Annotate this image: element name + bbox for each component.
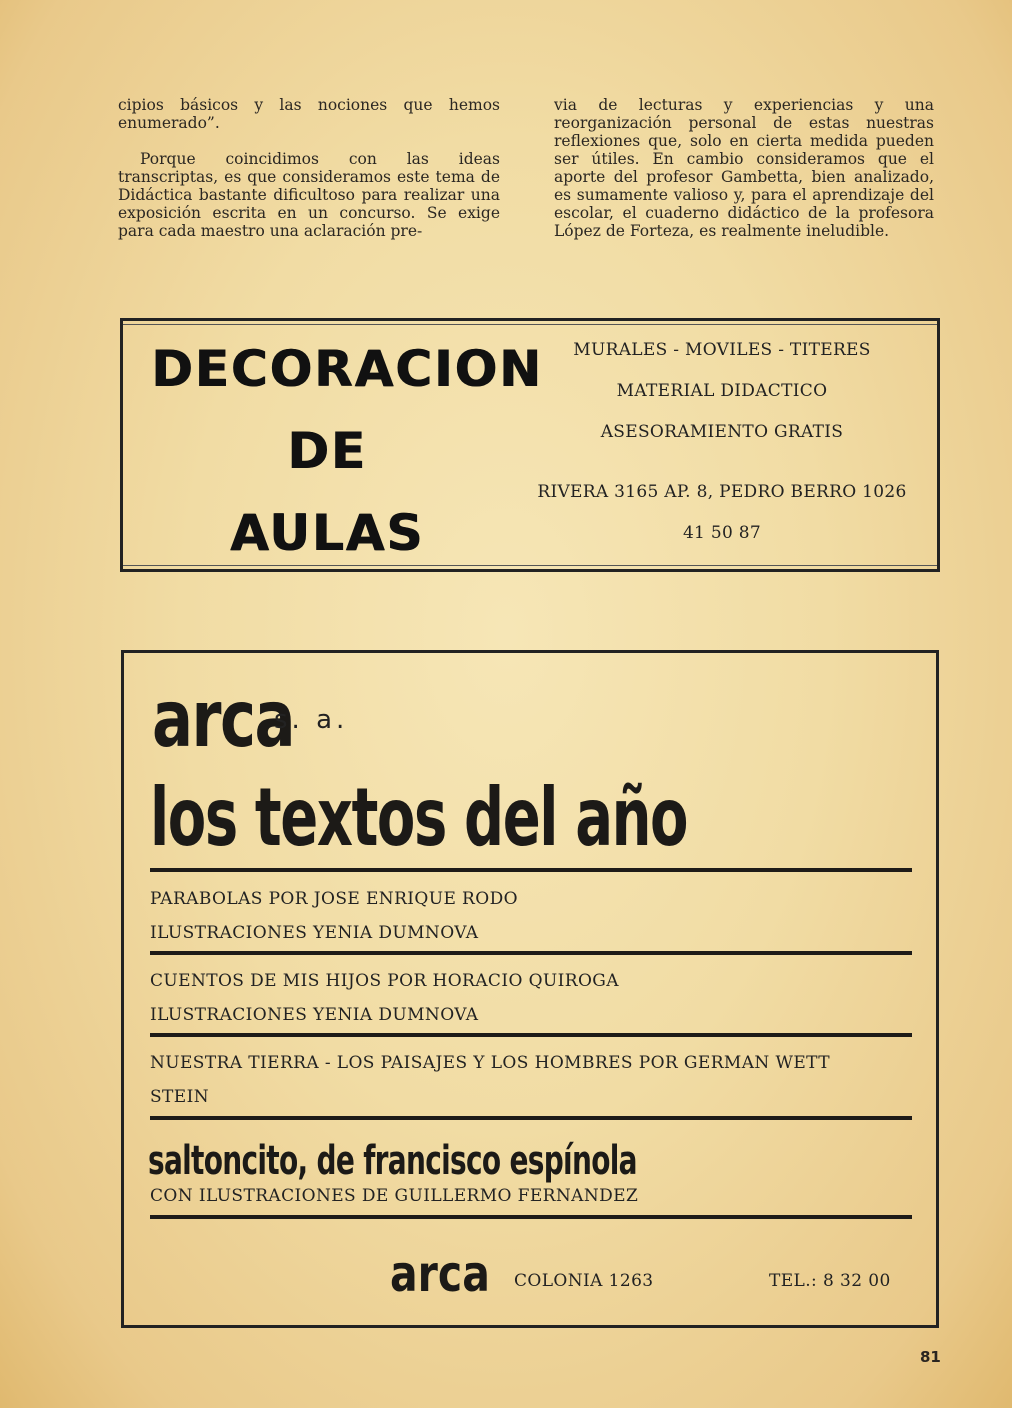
arca-logo: arca [152,675,294,765]
ad-title-line-3: AULAS [229,504,425,562]
article-paragraph: via de lecturas y experiencias y una reorganización personal de estas nuestras reflexiones que, solo en cierta medida pueden ser útiles. En cambio consideramos que el aporte del profesor Gambetta, bien analizado, es sumamente valioso y, para el aprendizaje del escolar, el cuaderno didáctico de la profesora López de Forteza, es realmente ineludible. [554,96,934,240]
ad-border-rule [123,324,937,325]
arca-phone: TEL.: 8 32 00 [769,1271,891,1291]
ad-title-line-1: DECORACION [151,340,543,398]
book-3-title: NUESTRA TIERRA - LOS PAISAJES Y LOS HOMBRES POR GERMAN WETT [150,1053,830,1073]
book-4-credit: CON ILUSTRACIONES DE GUILLERMO FERNANDEZ [150,1186,639,1206]
article-paragraph: cipios básicos y las nociones que hemos enumerado”. [118,96,500,132]
ad-title-line-2: DE [287,422,367,480]
ad-material-text: MATERIAL DIDACTICO [616,381,828,401]
divider [150,951,912,955]
ad-arca [121,650,939,1328]
ad-phone-text: 41 50 87 [682,523,762,543]
ad-decoracion-de-aulas [120,318,940,572]
article-column-left [118,96,500,240]
divider [150,868,912,872]
ad-border-rule [120,569,940,572]
ad-border-rule [123,565,937,566]
arca-footer-logo: arca [390,1245,490,1303]
book-2-title: CUENTOS DE MIS HIJOS POR HORACIO QUIROGA [150,971,619,991]
ad-address-text: RIVERA 3165 AP. 8, PEDRO BERRO 1026 [537,482,907,502]
page-number: 81 [920,1348,941,1366]
book-3-title-continued: STEIN [150,1087,209,1107]
arca-brand-suffix: s. a. [274,705,349,735]
ad-advice-text: ASESORAMIENTO GRATIS [600,422,844,442]
article-column-right [554,96,934,240]
article-paragraph: Porque coincidimos con las ideas transcriptas, es que consideramos este tema de Didáctica bastante dificultoso para realizar una exposición escrita en un concurso. Se exige para cada maestro una aclaración pre- [118,150,500,240]
book-2-credit: ILUSTRACIONES YENIA DUMNOVA [150,1005,479,1025]
divider [150,1033,912,1037]
ad-border-rule [120,318,940,321]
book-4-title: saltoncito, de francisco espínola [148,1138,637,1184]
divider [150,1116,912,1120]
ad-services-text: MURALES - MOVILES - TITERES [573,340,871,360]
book-1-title: PARABOLAS POR JOSE ENRIQUE RODO [150,889,518,909]
ad-headline: los textos del año [150,771,688,864]
divider [150,1215,912,1219]
arca-address: COLONIA 1263 [514,1271,654,1291]
book-1-credit: ILUSTRACIONES YENIA DUMNOVA [150,923,479,943]
